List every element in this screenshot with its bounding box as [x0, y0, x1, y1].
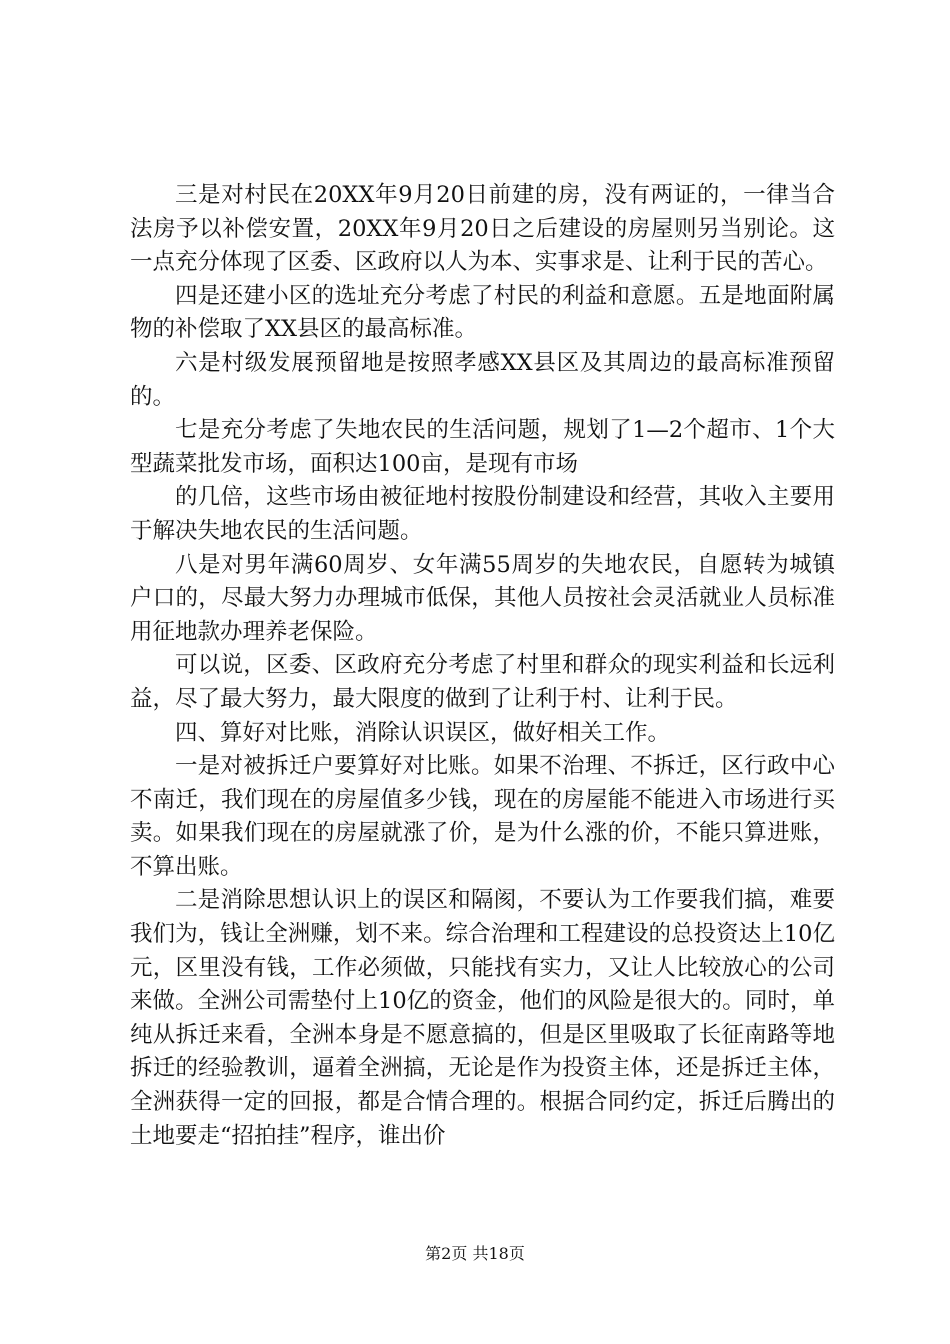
- page-footer: [0, 1244, 950, 1264]
- section-heading: 四、算好对比账，消除认识误区，做好相关工作。: [175, 719, 671, 746]
- paragraph: 八是对男年满60周岁、女年满55周岁的失地农民，自愿转为城镇户口的，尽最大努力办理城市低保，其他人员按社会灵活就业人员标准用征地款办理养老保险。: [130, 551, 835, 645]
- paragraph: 三是对村民在20XX年9月20日前建的房，没有两证的，一律当合法房予以补偿安置，20XX年9月20日之后建设的房屋则另当别论。这一点充分体现了区委、区政府以人为本、实事求是、让利于民的苦心。: [130, 182, 835, 276]
- paragraph: 一是对被拆迁户要算好对比账。如果不治理、不拆迁，区行政中心不南迁，我们现在的房屋值多少钱，现在的房屋能不能进入市场进行买卖。如果我们现在的房屋就涨了价，是为什么涨的价，不能只算进账，不算出账。: [130, 753, 835, 880]
- paragraph: 六是村级发展预留地是按照孝感XX县区及其周边的最高标准预留的。: [130, 349, 835, 410]
- paragraph: 可以说，区委、区政府充分考虑了村里和群众的现实利益和长远利益，尽了最大努力，最大限度的做到了让利于村、让利于民。: [130, 652, 835, 712]
- paragraph: 二是消除思想认识上的误区和隔阂，不要认为工作要我们搞，难要我们为，钱让全洲赚，划不来。综合治理和工程建设的总投资达上10亿元，区里没有钱，工作必须做，只能找有实力，又让人比较放心的公司来做。全洲公司需垫付上10亿的资金，他们的风险是很大的。同时，单纯从拆迁来看，全洲本身是不愿意搞的，但是区里吸取了长征南路等地拆迁的经验教训，逼着全洲搞，无论是作为投资主体，还是拆迁主体，全洲获得一定的回报，都是合情合理的。根据合同约定，拆迁后腾出的土地要走“招拍挂”程序，谁出价: [130, 887, 835, 1149]
- document-body: [130, 179, 835, 1153]
- page-total: 共18页: [472, 1244, 525, 1263]
- paragraph: 四是还建小区的选址充分考虑了村民的利益和意愿。五是地面附属物的补偿取了XX县区的最高标准。: [130, 282, 835, 343]
- page-number: 第2页: [425, 1244, 468, 1263]
- paragraph: 的几倍，这些市场由被征地村按股份制建设和经营，其收入主要用于解决失地农民的生活问题。: [130, 484, 835, 544]
- paragraph: 七是充分考虑了失地农民的生活问题，规划了1—2个超市、1个大型蔬菜批发市场，面积达100亩，是现有市场: [130, 417, 835, 477]
